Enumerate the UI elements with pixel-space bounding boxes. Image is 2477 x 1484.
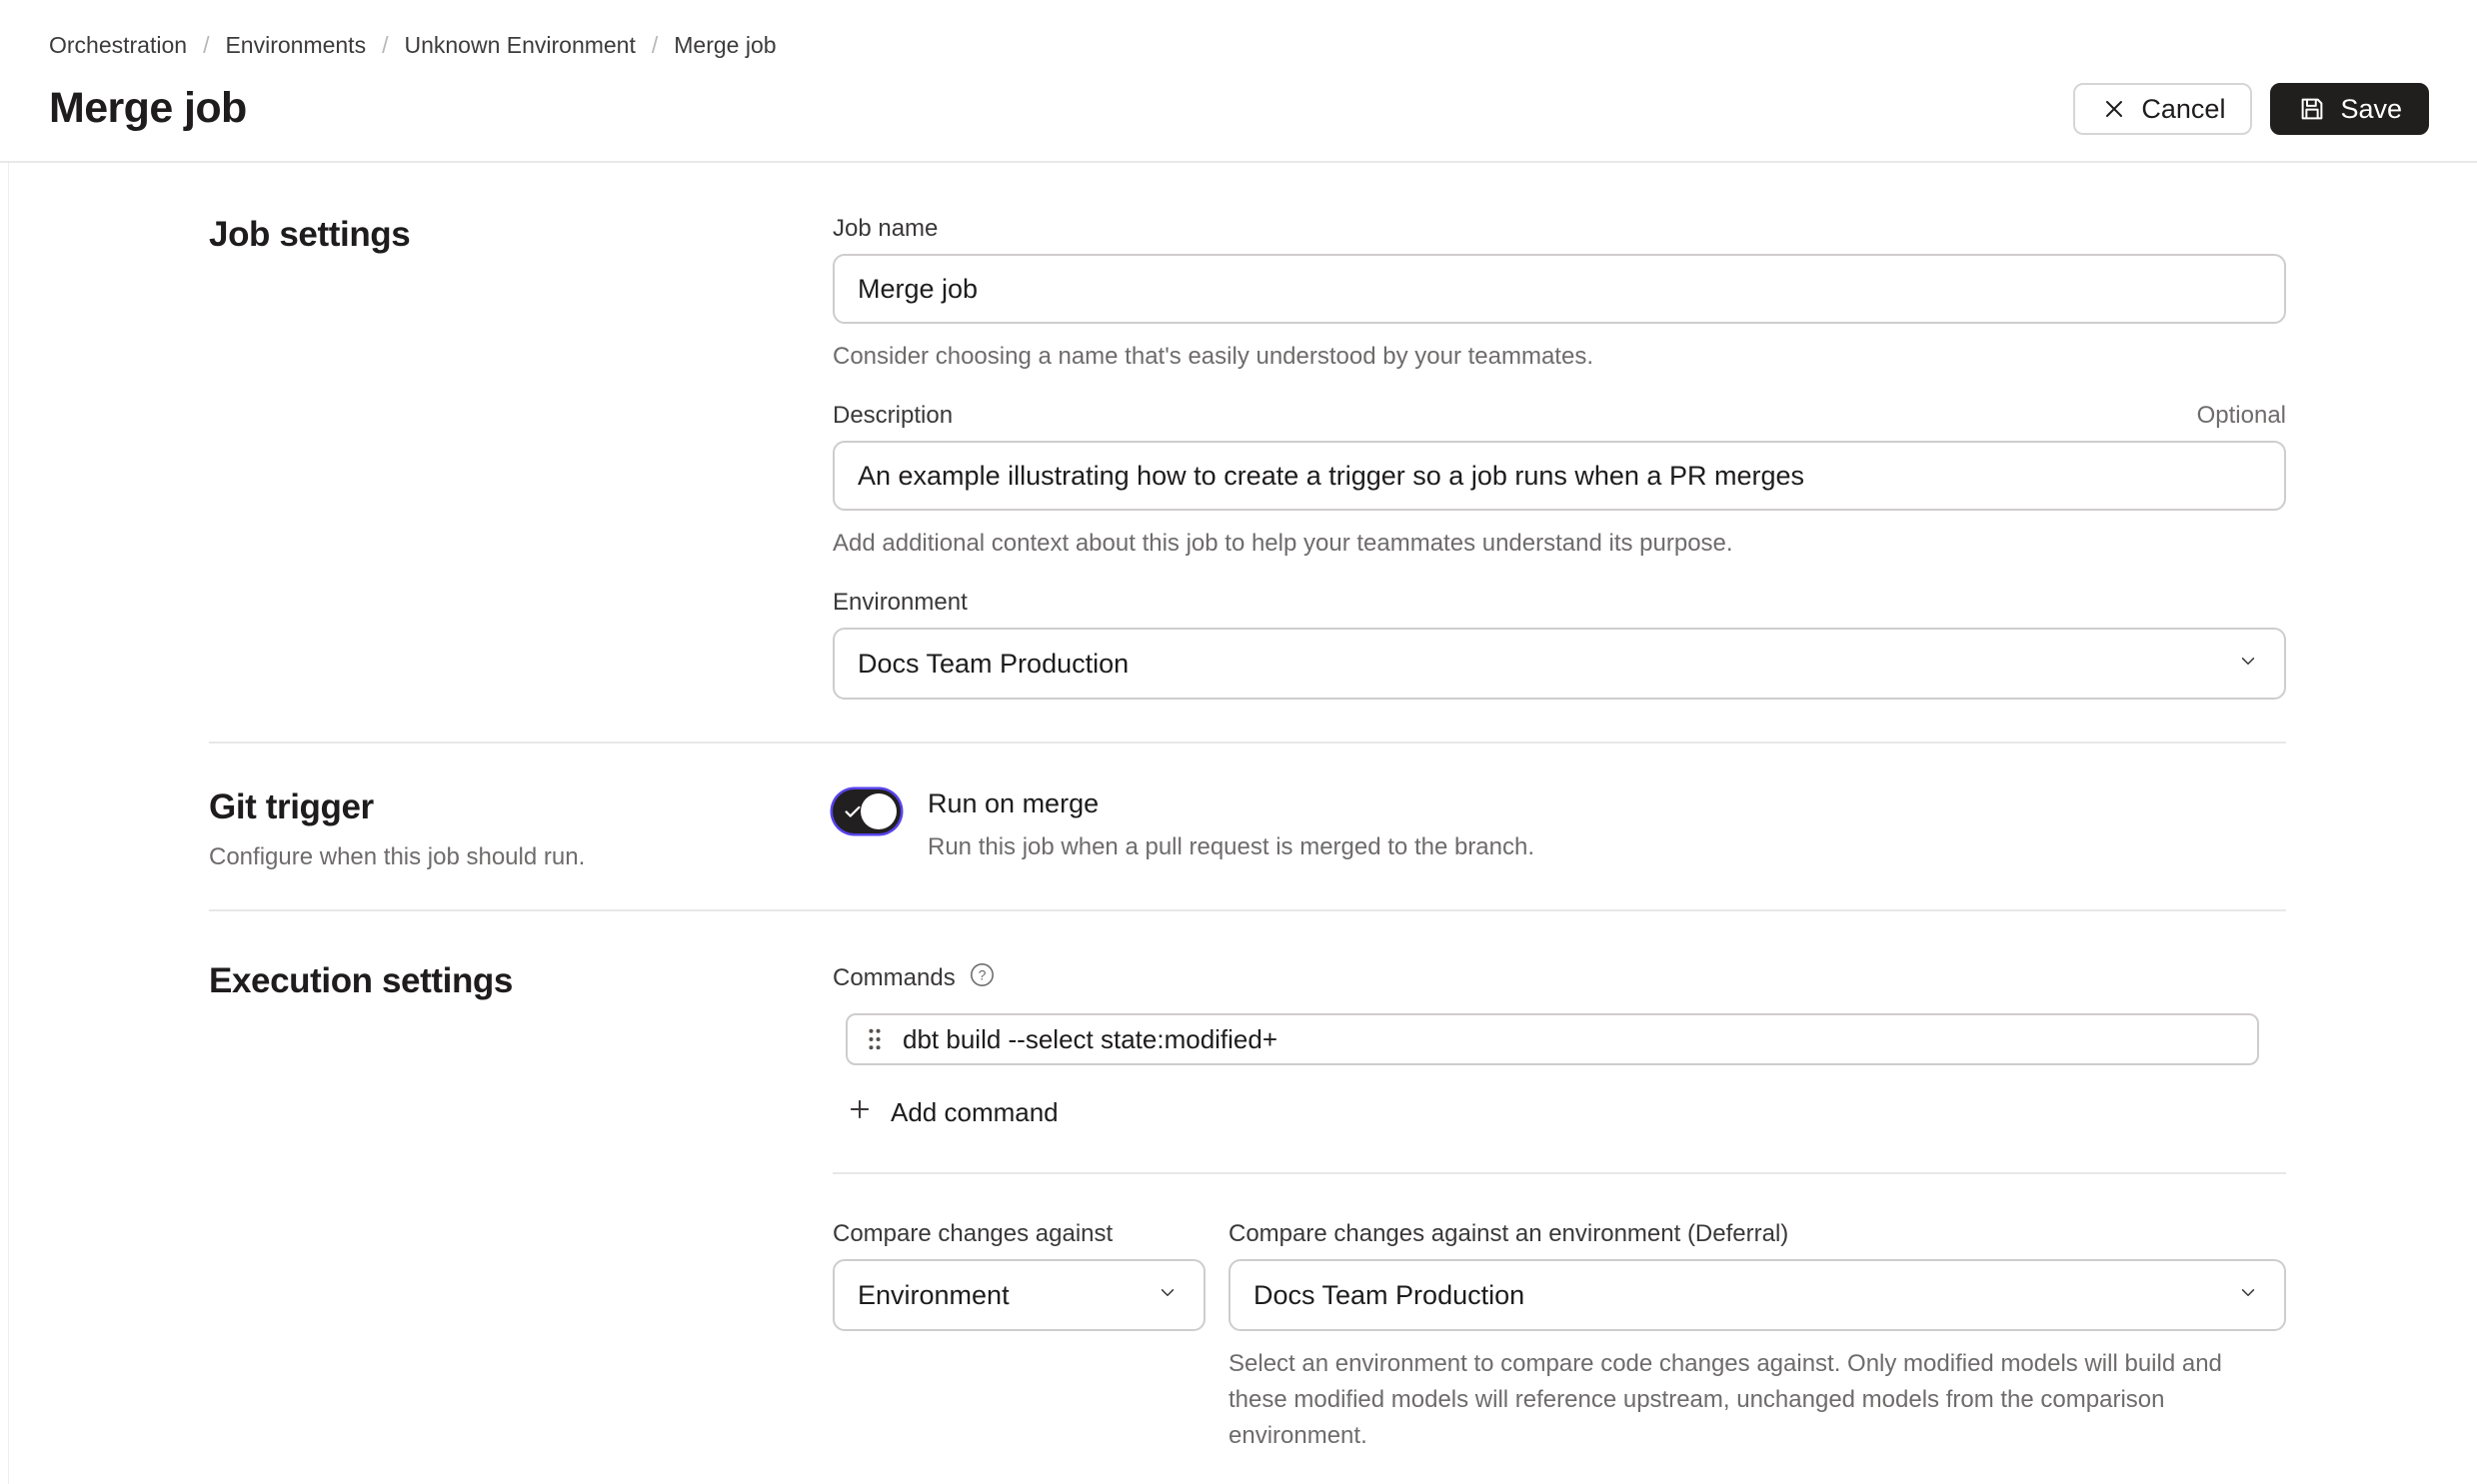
job-name-input[interactable]: [833, 254, 2286, 324]
chevron-down-icon: [2235, 1279, 2261, 1312]
add-command-label: Add command: [891, 1097, 1059, 1128]
x-icon: [2100, 95, 2128, 123]
compare-select[interactable]: [833, 1259, 1206, 1331]
save-button-label: Save: [2340, 93, 2402, 124]
save-icon: [2297, 94, 2327, 124]
git-trigger-section: [209, 743, 2286, 911]
run-on-merge-label: Run on merge: [928, 788, 1100, 818]
run-on-merge-toggle[interactable]: [833, 789, 901, 833]
save-button[interactable]: [2270, 83, 2429, 135]
svg-text:?: ?: [978, 966, 987, 983]
breadcrumb-environments[interactable]: Environments: [225, 32, 367, 58]
deferral-select[interactable]: [1229, 1259, 2286, 1331]
description-field-group: [833, 402, 2286, 562]
execution-settings-section: [209, 911, 2286, 1484]
breadcrumb-separator: /: [651, 32, 659, 58]
description-label: Description: [833, 402, 954, 429]
breadcrumb: [49, 32, 2429, 59]
cancel-button[interactable]: [2073, 83, 2252, 135]
compare-label: Compare changes against: [833, 1220, 1114, 1248]
optional-badge: Optional: [2196, 402, 2286, 429]
compare-select-value: Environment: [858, 1279, 1010, 1310]
run-on-merge-description: Run this job when a pull request is merged to the branch.: [928, 833, 1535, 861]
compare-field-group: [833, 1220, 1206, 1454]
command-input[interactable]: dbt build --select state:modified+: [903, 1023, 1278, 1054]
description-helper: Add additional context about this job to help your teammates understand its purpose.: [833, 530, 1733, 557]
command-row: [846, 1013, 2259, 1065]
breadcrumb-separator: /: [382, 32, 389, 58]
breadcrumb-unknown-environment[interactable]: Unknown Environment: [404, 32, 636, 58]
git-trigger-subheading: Configure when this job should run.: [209, 843, 586, 871]
commands-label: Commands: [833, 964, 956, 992]
header-actions: [2073, 83, 2429, 135]
add-command-button[interactable]: [846, 1095, 1059, 1130]
chevron-down-icon: [2235, 648, 2261, 681]
breadcrumb-separator: /: [203, 32, 210, 58]
run-on-merge-row: [833, 787, 2286, 861]
page-header: [0, 0, 2477, 163]
chevron-down-icon: [1155, 1279, 1181, 1312]
plus-icon: [846, 1095, 874, 1130]
description-input[interactable]: [833, 441, 2286, 511]
cancel-button-label: Cancel: [2141, 93, 2226, 124]
environment-select-value: Docs Team Production: [858, 648, 1130, 679]
drag-handle-icon[interactable]: [865, 1026, 885, 1052]
page-title: Merge job: [49, 84, 247, 133]
job-settings-heading: Job settings: [209, 215, 411, 254]
help-icon[interactable]: [969, 961, 996, 995]
deferral-helper: Select an environment to compare code changes against. Only modified models will build and these modified models will reference upstream, unchanged models from the comparison environment.: [1229, 1350, 2222, 1450]
environment-label: Environment: [833, 589, 968, 616]
deferral-field-group: [1229, 1220, 2286, 1454]
environment-select[interactable]: [833, 628, 2286, 700]
environment-field-group: [833, 589, 2286, 700]
breadcrumb-orchestration[interactable]: Orchestration: [49, 32, 188, 58]
job-settings-section: [209, 163, 2286, 743]
job-name-helper: Consider choosing a name that's easily understood by your teammates.: [833, 343, 1593, 370]
deferral-label: Compare changes against an environment (Deferral): [1229, 1220, 1789, 1248]
deferral-select-value: Docs Team Production: [1253, 1279, 1525, 1310]
toggle-knob: [861, 793, 897, 829]
execution-divider: [833, 1172, 2286, 1174]
git-trigger-heading: Git trigger: [209, 787, 374, 826]
job-name-field-group: [833, 215, 2286, 375]
breadcrumb-merge-job[interactable]: Merge job: [674, 32, 777, 58]
job-name-label: Job name: [833, 215, 939, 242]
execution-settings-heading: Execution settings: [209, 961, 513, 1001]
